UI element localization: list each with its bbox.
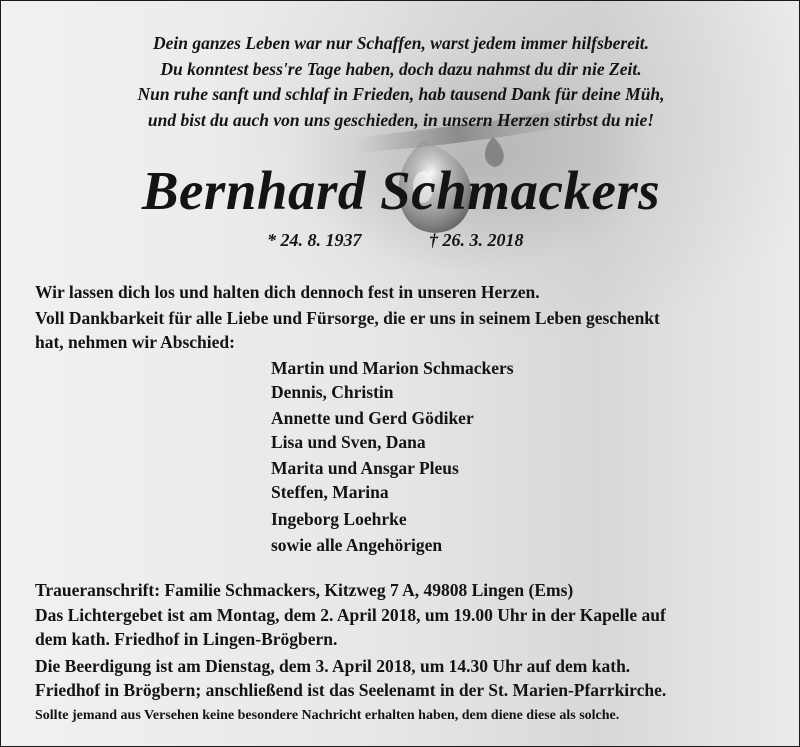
- poem-line: Dein ganzes Leben war nur Schaffen, warst jedem immer hilfsbereit.: [152, 33, 650, 53]
- mourning-address: Traueranschrift: Familie Schmackers, Kitzweg 7 A, 49808 Lingen (Ems): [35, 580, 574, 600]
- poem-line: Du konntest bess're Tage haben, doch dazu nahmst du dir nie Zeit.: [160, 58, 642, 79]
- deceased-name: Bernhard Schmackers: [141, 160, 661, 221]
- family-member: sowie alle Angehörigen: [271, 535, 443, 555]
- family-member: Dennis, Christin: [271, 381, 394, 402]
- poem: [1, 31, 800, 133]
- family-member: Steffen, Marina: [271, 481, 389, 502]
- intro-line: Wir lassen dich los und halten dich dennoch fest in unseren Herzen.: [35, 282, 540, 302]
- intro-paragraph: [35, 307, 775, 354]
- family-group: [271, 407, 671, 454]
- intro-line: Voll Dankbarkeit für alle Liebe und Fürsorge, die er uns in seinem Leben geschenkt: [35, 308, 660, 328]
- prayer-info: [35, 604, 775, 651]
- prayer-line: Das Lichtergebet ist am Montag, dem 2. April 2018, um 19.00 Uhr in der Kapelle auf: [35, 605, 666, 625]
- intro-line: hat, nehmen wir Abschied:: [35, 331, 235, 352]
- family-group: [271, 457, 671, 504]
- family-member: Marita und Ansgar Pleus: [271, 458, 459, 478]
- funeral-line: Die Beerdigung ist am Dienstag, dem 3. April 2018, um 14.30 Uhr auf dem kath.: [35, 656, 631, 676]
- family-member: Ingeborg Loehrke: [271, 509, 407, 529]
- funeral-info: [35, 655, 775, 702]
- death-date: † 26. 3. 2018: [429, 230, 524, 250]
- family-member: Annette und Gerd Gödiker: [271, 408, 474, 428]
- poem-line: Nun ruhe sanft und schlaf in Frieden, hab tausend Dank für deine Müh,: [137, 84, 665, 104]
- family-member: Martin und Marion Schmackers: [271, 358, 514, 378]
- family-member: Lisa und Sven, Dana: [271, 431, 426, 452]
- prayer-line: dem kath. Friedhof in Lingen-Brögbern.: [35, 628, 338, 649]
- family-group: [271, 357, 671, 404]
- family-group: [271, 534, 671, 558]
- family-group: [271, 508, 671, 532]
- footer-note: Sollte jemand aus Versehen keine besondere Nachricht erhalten haben, dem diene diese als solche.: [35, 708, 620, 723]
- funeral-line: Friedhof in Brögbern; anschließend ist das Seelenamt in der St. Marien-Pfarrkirche.: [35, 679, 667, 700]
- poem-line: und bist du auch von uns geschieden, in unsern Herzen stirbst du nie!: [147, 109, 655, 130]
- birth-date: * 24. 8. 1937: [267, 230, 362, 250]
